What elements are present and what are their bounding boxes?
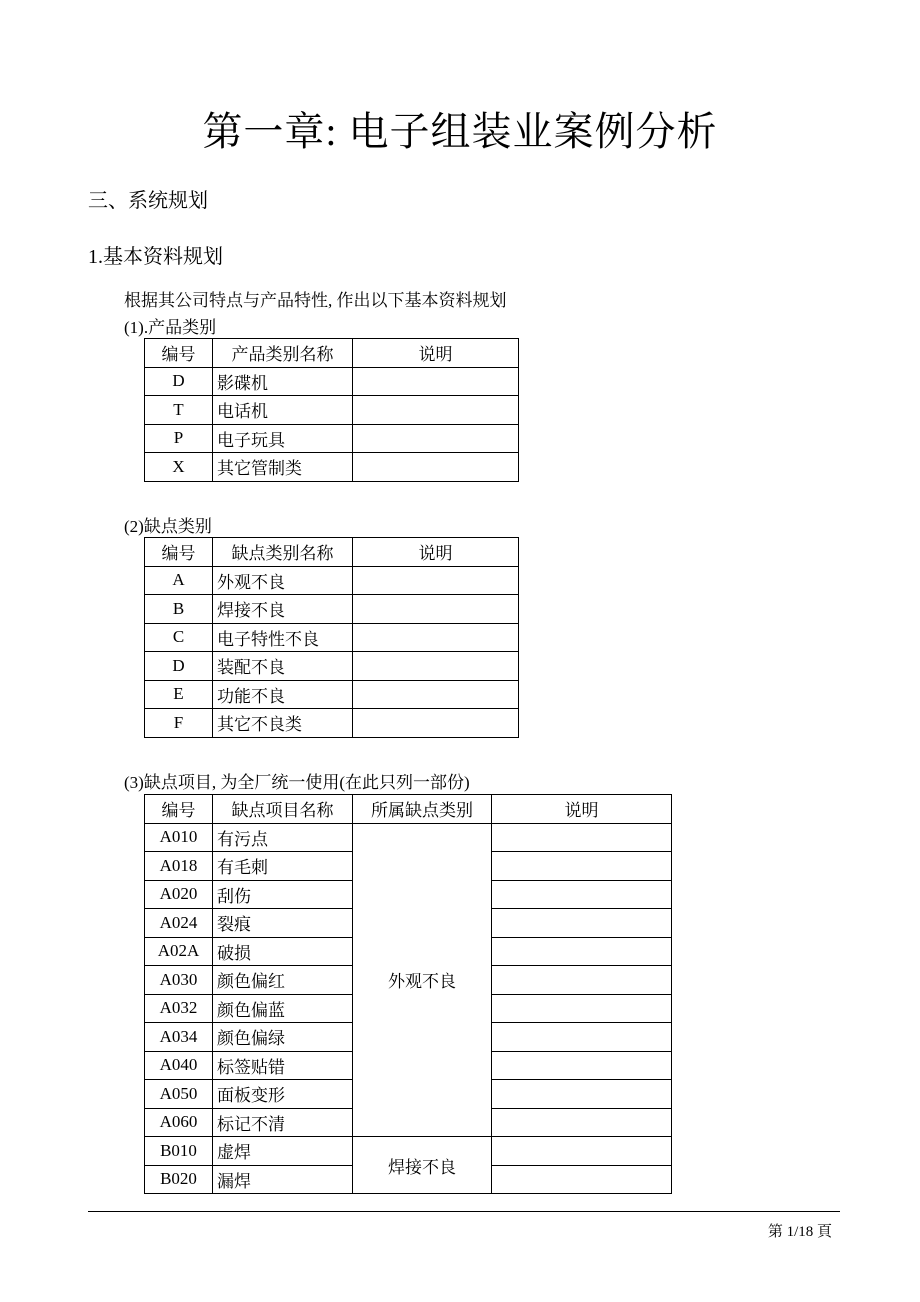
- table-row: [145, 680, 519, 709]
- note-cell: [353, 595, 519, 624]
- name-cell: 颜色偏红: [213, 966, 353, 995]
- note-cell: [492, 909, 672, 938]
- name-cell: 电子特性不良: [213, 623, 353, 652]
- name-cell: 其它管制类: [213, 453, 353, 482]
- note-cell: [353, 396, 519, 425]
- note-cell: [492, 1108, 672, 1137]
- note-cell: [492, 823, 672, 852]
- name-cell: 破损: [213, 937, 353, 966]
- table-row: [145, 566, 519, 595]
- note-cell: [492, 1165, 672, 1194]
- name-cell: 电话机: [213, 396, 353, 425]
- table-header-row: [145, 795, 672, 824]
- name-cell: 虚焊: [213, 1137, 353, 1166]
- defect-types-caption: (2)缺点类别: [124, 517, 212, 536]
- note-cell: [353, 680, 519, 709]
- note-cell: [353, 709, 519, 738]
- name-cell: 功能不良: [213, 680, 353, 709]
- name-cell: 其它不良类: [213, 709, 353, 738]
- note-cell: [353, 453, 519, 482]
- name-cell: 有毛刺: [213, 852, 353, 881]
- name-cell: 外观不良: [213, 566, 353, 595]
- note-cell: [492, 852, 672, 881]
- name-cell: 标签贴错: [213, 1051, 353, 1080]
- table-row: [145, 595, 519, 624]
- category-cell: 焊接不良: [353, 1137, 492, 1194]
- note-cell: [353, 623, 519, 652]
- code-cell: A: [145, 566, 213, 595]
- table-row: [145, 396, 519, 425]
- subsection-heading: 1.基本资料规划: [88, 246, 223, 268]
- code-cell: A050: [145, 1080, 213, 1109]
- footer-divider: [88, 1211, 840, 1212]
- product-types-table: [144, 338, 519, 482]
- note-cell: [492, 1080, 672, 1109]
- code-cell: P: [145, 424, 213, 453]
- name-cell: 漏焊: [213, 1165, 353, 1194]
- name-cell: 裂痕: [213, 909, 353, 938]
- note-cell: [353, 652, 519, 681]
- code-cell: A032: [145, 994, 213, 1023]
- table-row: [145, 1137, 672, 1166]
- name-cell: 标记不清: [213, 1108, 353, 1137]
- header-cell: 编号: [145, 795, 213, 824]
- note-cell: [353, 566, 519, 595]
- note-cell: [492, 994, 672, 1023]
- header-cell: 说明: [353, 339, 519, 368]
- code-cell: D: [145, 652, 213, 681]
- code-cell: A040: [145, 1051, 213, 1080]
- page-number: 第 1/18 頁: [767, 1224, 832, 1240]
- table-header-row: [145, 339, 519, 368]
- header-cell: 缺点项目名称: [213, 795, 353, 824]
- table-row: [145, 709, 519, 738]
- header-cell: 编号: [145, 538, 213, 567]
- table-row: [145, 652, 519, 681]
- code-cell: A018: [145, 852, 213, 881]
- name-cell: 颜色偏绿: [213, 1023, 353, 1052]
- name-cell: 有污点: [213, 823, 353, 852]
- code-cell: A060: [145, 1108, 213, 1137]
- code-cell: D: [145, 367, 213, 396]
- name-cell: 焊接不良: [213, 595, 353, 624]
- note-cell: [492, 1051, 672, 1080]
- code-cell: A024: [145, 909, 213, 938]
- code-cell: A02A: [145, 937, 213, 966]
- header-cell: 说明: [353, 538, 519, 567]
- note-cell: [492, 966, 672, 995]
- category-cell: 外观不良: [353, 823, 492, 1137]
- note-cell: [492, 1137, 672, 1166]
- name-cell: 颜色偏蓝: [213, 994, 353, 1023]
- defect-items-caption: (3)缺点项目, 为全厂统一使用(在此只列一部份): [124, 773, 470, 792]
- code-cell: A030: [145, 966, 213, 995]
- table-row: [145, 623, 519, 652]
- name-cell: 装配不良: [213, 652, 353, 681]
- name-cell: 刮伤: [213, 880, 353, 909]
- name-cell: 电子玩具: [213, 424, 353, 453]
- code-cell: A034: [145, 1023, 213, 1052]
- code-cell: B010: [145, 1137, 213, 1166]
- table-row: [145, 424, 519, 453]
- name-cell: 面板变形: [213, 1080, 353, 1109]
- code-cell: X: [145, 453, 213, 482]
- table-header-row: [145, 538, 519, 567]
- note-cell: [492, 880, 672, 909]
- note-cell: [353, 367, 519, 396]
- note-cell: [492, 1023, 672, 1052]
- code-cell: F: [145, 709, 213, 738]
- code-cell: A020: [145, 880, 213, 909]
- code-cell: E: [145, 680, 213, 709]
- note-cell: [353, 424, 519, 453]
- code-cell: T: [145, 396, 213, 425]
- code-cell: C: [145, 623, 213, 652]
- header-cell: 编号: [145, 339, 213, 368]
- page-title: 第一章: 电子组装业案例分析: [202, 109, 718, 154]
- code-cell: B020: [145, 1165, 213, 1194]
- header-cell: 说明: [492, 795, 672, 824]
- code-cell: B: [145, 595, 213, 624]
- defect-types-table: [144, 537, 519, 738]
- header-cell: 缺点类别名称: [213, 538, 353, 567]
- table-row: [145, 367, 519, 396]
- header-cell: 所属缺点类别: [353, 795, 492, 824]
- note-cell: [492, 937, 672, 966]
- product-types-caption: (1).产品类别: [124, 318, 217, 337]
- intro-text: 根据其公司特点与产品特性, 作出以下基本资料规划: [124, 291, 507, 310]
- table-row: [145, 453, 519, 482]
- section-heading: 三、系统规划: [88, 190, 208, 212]
- code-cell: A010: [145, 823, 213, 852]
- name-cell: 影碟机: [213, 367, 353, 396]
- table-row: [145, 823, 672, 852]
- header-cell: 产品类别名称: [213, 339, 353, 368]
- defect-items-table: [144, 794, 672, 1194]
